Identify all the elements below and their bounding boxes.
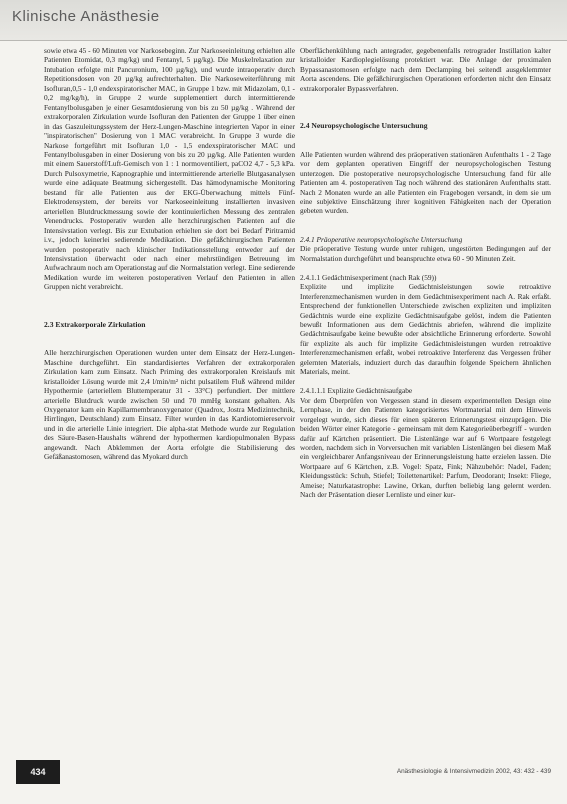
paragraph-preoperative-testing: Die präoperative Testung wurde unter ruhigen, ungestörten Bedingungen auf der Normalstation durchgeführt und beanspruchte etwa 60 - 90 Minuten Zeit. [300, 244, 551, 263]
heading-explicit-memory-task: 2.4.1.1.1 Explizite Gedächtnisaufgabe [300, 386, 413, 396]
page-number: 434 [16, 760, 60, 784]
paragraph-anesthesia: sowie etwa 45 - 60 Minuten vor Narkosebeginn. Zur Narkoseeinleitung erhielten alle Patienten Etomidat, 0,3 mg/kg) und Fentanyl, 5 µg/kg). Die Muskelrelaxation zur Intubation erfolgte mit Pancuronium, 100 µg/kg), und wurde intraoperativ durch Repetitionsdosen von 20 µg/kg aufrechterhalten. Die Narkoseweiterführung mit Isofluran,0,5 - 1,0 endexspiratorischer MAC, in Gruppe 1 bzw. mit Midazolam, 0,1 - 0,2 mg/kg/h), in Gruppe 2 wurde supplementiert durch intermittierende Fentanylbolusgaben je einer Gesamtdosierung von bis zu 50 µg/kg . Während der extrakorporalen Zirkulation wurde Isofluran den Patienten der Gruppe 1 über einen in das Gaszuleitungssystem der Herz-Lungen-Maschine integrierten Vapor in einer "inspiratorischen" Dosierung von 1 MAC verabreicht. In Gruppe 3 wurde die Narkose fortgeführt mit Isofluran 1,0 - 1,5 endexspiratorischer MAC und Fentanylbolusgaben in einer Dosierung von bis zu 20 µg/kg. Alle Patienten wurden mit einem Sauerstoff/Luft-Gemisch von 1 : 1 normoventiliert, paCO2 4,7 - 5,3 kPa. Durch Pulsoxymetrie, Kapnographie und intermittierende arterielle Blutgasanalysen wurde eine adäquate Beatmung sichergestellt. Das hämodynamische Monitoring bestand für alle Patienten aus der EKG-Überwachung mittels Fünf-Elektrodensystem, der bereits vor Narkoseeinleitung installierten invasiven arteriellen Blutdruckmessung sowie der kontinuierlichen Messung des zentralen Venendrucks. Postoperativ wurden alle herzchirurgischen Patienten auf die Intensivstation verlegt. Bis zur Extubation erhielten sie dort bei Bedarf Piritramid i.v., jedoch keinerlei sedierende Medikation. Die gefäßchirurgischen Patienten wurden postoperativ nach klinischer Indikationsstellung entweder auf der Intensivstation überwacht oder nach einer mehrstündigen Betreuung im Aufwachraum noch am Operationstag auf die Normalstation verlegt. Eine sedierende Medikation wurde im weiteren postoperativen Verlauf den Patienten in allen Gruppen nicht verabreicht. [44, 46, 295, 292]
heading-memory-experiment: 2.4.1.1 Gedächtnisexperiment (nach Rak (59)) [300, 272, 437, 282]
heading-neuropsychological-examination: 2.4 Neuropsychologische Untersuchung [300, 121, 428, 131]
paragraph-memory-experiment: Explizite und implizite Gedächtnisleistungen sowie retroaktive Interferenzmechanismen wurden in dem Gedächtnisexperiment nach A. Rak erfaßt. Entsprechend der funktionellen Unterschiede zwischen expliziten und impliziten Gedächtnis wurde eine explizite Gedächtnisaufgabe gelöst, indem die Patienten bewußt Informationen aus dem Gedächtnis abriefen, während die implizite Gedächtnisaufgabe keine bewußte oder absichtliche Erinnerung erforderte. Sowohl für explizite als auch für implizite Gedächtnisleistungen wurden retroaktive Interferenzmechanismen erfaßt, wobei retroaktive Interferenz das Vergessen früher gelernten Materials, induziert durch das daraufhin folgende Speichern ähnlichen Materials, meint. [300, 282, 551, 377]
section-title: Klinische Anästhesie [12, 8, 160, 25]
paragraph-testing-schedule: Alle Patienten wurden während des präoperativen stationären Aufenthalts 1 - 2 Tage vor dem geplanten operativen Eingriff der neuropsychologischen Testung unterzogen. Die postoperative neuropsychologische Untersuchung fand für alle Patienten am 4. postoperativen Tag noch während des stationären Aufenthalts statt. Nach 2 Monaten wurde an alle Patienten ein Fragebogen versandt, in dem sie um eine subjektive Einschätzung ihrer kognitiven Fähigkeiten nach der Operation gebeten wurden. [300, 149, 551, 216]
paragraph-explicit-memory-task: Vor dem Überprüfen von Vergessen stand in diesem experimentellen Design eine Lernphase, in der den Patienten kategorisiertes Wortmaterial mit dem Hinweis vorgelegt wurde, sich dieses für einen späteren Erinnerungstest einzuprägen. Die beiden Wörter einer Kategorie - gemeinsam mit dem Kategorieüberbegriff - wurden dafür auf Kärtchen präsentiert. Die Listenlänge war auf 6 Wortpaare festgelegt worden, nachdem sich in Vorversuchen mit variablen Listenlängen bei diesem Maß ein vergleichbarer Anfangsniveau der Erinnerungsleistung hatte erzielen lassen. Die Wortpaare auf 6 Kärtchen, z.B. Vogel: Spatz, Fink; Nähzubehör: Nadel, Faden; Kleidungsstück: Schuh, Stiefel; Toilettenartikel: Parfum, Deodorant; Insekt: Fliege, Ameise; Naturkatastrophe: Lawine, Orkan, durften beliebig lang gelernt werden. Nach der Präsentation dieser Lernliste und einer kur- [300, 395, 551, 500]
heading-extracorporeal-circulation: 2.3 Extrakorporale Zirkulation [44, 319, 146, 329]
running-header [0, 0, 567, 41]
journal-citation: Anästhesiologie & Intensivmedizin 2002, 43: 432 - 439 [396, 768, 551, 775]
paragraph-surface-cooling: Oberflächenkühlung nach antegrader, gegebenenfalls retrograder Instillation kalter kristalloider Kardioplegielösung protektiert war. Die Anlage der proximalen Bypassanastomosen erfolgte nach dem Declamping bei seitendl ausgeklemmter Aorta ascendens. Die gefäßchirurgischen Operationen erforderten nicht den Einsatz extrakorporaler Bypassverfahren. [300, 46, 551, 93]
left-column [44, 46, 295, 772]
right-column [300, 46, 551, 772]
heading-preoperative-examination: 2.4.1 Präoperative neuropsychologische Untersuchung [300, 234, 463, 244]
paragraph-extracorporeal-circulation: Alle herzchirurgischen Operationen wurden unter dem Einsatz der Herz-Lungen-Maschine durchgeführt. Ein standardisiertes Verfahren der extrakorporalen Zirkulation kam zum Einsatz. Nach Priming des extrakorporalen Kreislaufs mit kristalloider Lösung wurde mit 2,4 l/min/m² nicht pulsatilem Fluß während milder Hypothermie (arteriellem Bluttemperatur 31 - 33°C) perfundiert. Der mittlere arterielle Blutdruck wurde zwischen 50 und 70 mmHg konstant gehalten. Als Oxygenator kam ein Kapillarmembranoxygenator (Quadrox, Jostra Medizintechnik, Hirrlingen, Deutschland) zum Einsatz. Filter wurden in das Kardiotomiereservoir und in die arterielle Linie integriert. Die alpha-stat Methode wurde zur Regulation des Säure-Basen-Haushalts während der hypothermen kardiopulmonalen Bypass angewandt. Nach Abklemmen der Aorta erfolgte die Stabilisierung des Gefäßanastomosen, während das Myokard durch [44, 348, 295, 462]
